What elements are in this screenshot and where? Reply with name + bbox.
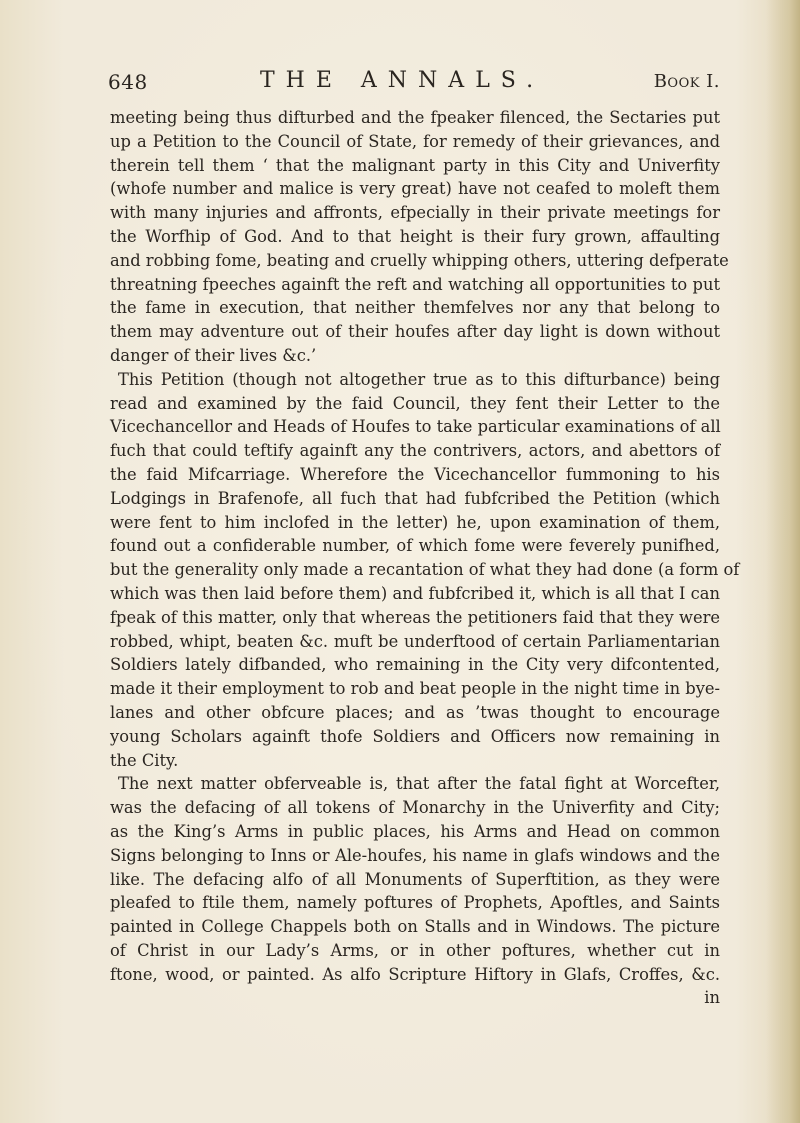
text-line: the City. <box>110 750 179 770</box>
text-line: This Petition (though not altogether true as to this difturbance) being <box>118 369 720 389</box>
body-text <box>110 106 740 1010</box>
text-line: threatning fpeeches againft the reft and watching all opportunities to put <box>110 274 720 294</box>
text-line: Lodgings in Brafenofe, all fuch that had fubfcribed the Petition (which <box>110 488 720 508</box>
text-line: were fent to him inclofed in the letter) he, upon examination of them, <box>110 512 720 532</box>
text-line: read and examined by the faid Council, they fent their Letter to the <box>110 393 720 413</box>
text-line: painted in College Chappels both on Stalls and in Windows. The picture <box>110 917 720 937</box>
text-line: them may adventure out of their houfes after day light is down without <box>110 322 720 342</box>
text-line: pleafed to ftile them, namely poftures of Prophets, Apoftles, and Saints <box>110 893 720 913</box>
text-line: Soldiers lately difbanded, who remaining in the City very difcontented, <box>110 655 720 675</box>
catchword: in <box>704 988 720 1008</box>
text-line: found out a confiderable number, of which fome were feverely punifhed, <box>110 536 720 556</box>
text-line: lanes and other obfcure places; and as ’twas thought to encourage <box>110 702 720 722</box>
text-line: robbed, whipt, beaten &c. muft be underftood of certain Parliamentarian <box>110 631 720 651</box>
book-number: Book I. <box>653 71 720 92</box>
text-line: the faid Mifcarriage. Wherefore the Vicechancellor fummoning to his <box>110 464 720 484</box>
text-line: and robbing fome, beating and cruelly whipping others, uttering defperate <box>110 250 729 270</box>
text-line: therein tell them ‘ that the malignant party in this City and Univerfity <box>110 155 720 175</box>
text-line: Signs belonging to Inns or Ale-houfes, his name in glafs windows and the <box>110 845 720 865</box>
text-line: The next matter obferveable is, that after the fatal fight at Worcefter, <box>118 774 720 794</box>
text-line: but the generality only made a recantation of what they had done (a form of <box>110 560 740 580</box>
book-title: THE ANNALS. <box>260 68 545 93</box>
text-line: was the defacing of all tokens of Monarchy in the Univerfity and City; <box>110 798 720 818</box>
text-line: fpeak of this matter, only that whereas the petitioners faid that they were <box>110 607 720 627</box>
running-head <box>108 62 720 96</box>
text-line: with many injuries and affronts, efpecially in their private meetings for <box>110 203 720 223</box>
text-line: meeting being thus difturbed and the fpeaker filenced, the Sectaries put <box>110 108 720 127</box>
page-edge-shadow <box>766 0 800 1123</box>
text-line: the fame in execution, that neither themfelves nor any that belong to <box>110 298 720 318</box>
text-line: fuch that could teftify againft any the contrivers, actors, and abettors of <box>110 441 720 461</box>
text-line: which was then laid before them) and fubfcribed it, which is all that I can <box>110 583 720 603</box>
text-line: like. The defacing alfo of all Monuments of Superftition, as they were <box>110 869 720 889</box>
text-line: as the King’s Arms in public places, his Arms and Head on common <box>110 821 720 841</box>
text-line: ftone, wood, or painted. As alfo Scripture Hiftory in Glafs, Croffes, &c. <box>110 964 720 984</box>
text-line: the Worfhip of God. And to that height is their fury grown, affaulting <box>110 226 720 246</box>
text-line: Vicechancellor and Heads of Houfes to take particular examinations of all <box>110 417 721 437</box>
text-line: (whofe number and malice is very great) have not ceafed to moleft them <box>110 179 720 199</box>
text-line: up a Petition to the Council of State, for remedy of their grievances, and <box>110 131 720 151</box>
text-line: of Christ in our Lady’s Arms, or in other poftures, whether cut in <box>110 940 720 960</box>
text-line: danger of their lives &c.’ <box>110 345 317 365</box>
text-line: made it their employment to rob and beat people in the night time in bye- <box>110 679 721 699</box>
page-number: 648 <box>108 70 148 94</box>
text-line: young Scholars againft thofe Soldiers and Officers now remaining in <box>110 726 720 746</box>
